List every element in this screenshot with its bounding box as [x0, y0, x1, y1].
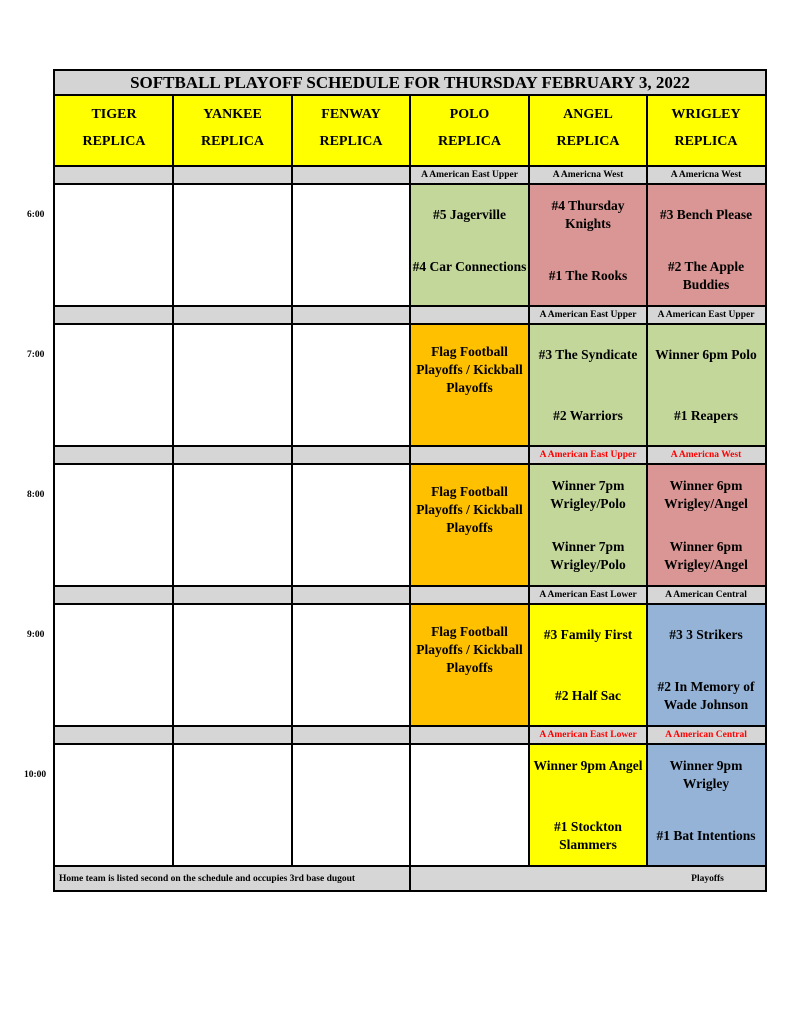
- division-label-wrigley-6: A Americna West: [647, 166, 765, 184]
- game-cell-angel-7: [529, 324, 647, 446]
- venue-name: POLO: [449, 107, 490, 122]
- time-label: 10:00: [24, 770, 47, 780]
- game-cell-wrigley-8: [647, 464, 765, 586]
- grid-line: [172, 94, 174, 866]
- other-sports-cell-polo-9: Flag Football Playoffs / Kickball Playoffs: [410, 604, 529, 726]
- venue-header-angel: [529, 95, 647, 166]
- division-label-angel-10: A American East Lower: [529, 726, 647, 744]
- home-team: #4 Car Connections: [412, 259, 527, 274]
- away-team: #3 Bench Please: [659, 207, 753, 222]
- venue-sub: REPLICA: [82, 134, 146, 149]
- division-label-angel-9: A American East Lower: [529, 586, 647, 604]
- away-team: #5 Jagerville: [432, 207, 507, 222]
- grid-line: [528, 94, 530, 866]
- empty-cell: [55, 324, 410, 446]
- game-cell-angel-6: [529, 184, 647, 306]
- division-label-wrigley-7: A American East Upper: [647, 306, 765, 324]
- empty-cell: [55, 184, 410, 306]
- division-label-angel-8: A American East Upper: [529, 446, 647, 464]
- footer-playoffs: Playoffs: [410, 866, 765, 891]
- away-team: Winner 7pm Wrigley/Polo: [550, 478, 626, 511]
- grid-line: [53, 69, 55, 892]
- division-label-wrigley-9: A American Central: [647, 586, 765, 604]
- away-team: Winner 6pm Polo: [655, 347, 757, 362]
- time-label: 6:00: [27, 210, 45, 220]
- empty-cell: [55, 604, 410, 726]
- home-team: #1 Stockton Slammers: [554, 819, 622, 852]
- game-cell-wrigley-6: [647, 184, 765, 306]
- away-team: #3 The Syndicate: [538, 347, 638, 362]
- home-team: #1 The Rooks: [548, 268, 628, 283]
- game-cell-wrigley-7: [647, 324, 765, 446]
- grid-line: [765, 69, 767, 892]
- home-team: Winner 7pm Wrigley/Polo: [550, 539, 626, 572]
- away-team: Winner 6pm Wrigley/Angel: [664, 478, 748, 511]
- division-label-angel-7: A American East Upper: [529, 306, 647, 324]
- slot-label-bar: [55, 166, 410, 184]
- division-label-angel-6: A Americna West: [529, 166, 647, 184]
- footer-note: Home team is listed second on the schedule and occupies 3rd base dugout: [55, 866, 410, 891]
- grid-line: [646, 94, 648, 866]
- away-team: #3 Family First: [543, 627, 633, 642]
- grid-line: [409, 94, 411, 892]
- grid-line: [53, 69, 767, 71]
- venue-header-tiger: [55, 95, 173, 166]
- game-cell-wrigley-9: [647, 604, 765, 726]
- time-label: 7:00: [27, 350, 45, 360]
- home-team: #2 The Apple Buddies: [667, 259, 745, 292]
- venue-sub: REPLICA: [437, 134, 501, 149]
- venue-sub: REPLICA: [556, 134, 620, 149]
- home-team: #1 Reapers: [673, 408, 739, 423]
- venue-header-yankee: [173, 95, 292, 166]
- game-cell-angel-8: [529, 464, 647, 586]
- division-label-polo-6: A American East Upper: [410, 166, 529, 184]
- game-cell-polo-6: [410, 184, 529, 306]
- venue-sub: REPLICA: [200, 134, 264, 149]
- home-team: #1 Bat Intentions: [656, 828, 756, 843]
- away-team: Winner 9pm Wrigley: [669, 758, 743, 791]
- venue-header-fenway: [292, 95, 410, 166]
- venue-name: WRIGLEY: [671, 107, 741, 122]
- time-label: 8:00: [27, 490, 45, 500]
- venue-name: ANGEL: [563, 107, 613, 122]
- home-team: #2 Warriors: [553, 408, 623, 423]
- grid-line: [291, 94, 293, 866]
- other-sports-cell-polo-7: Flag Football Playoffs / Kickball Playoffs: [410, 324, 529, 446]
- venue-name: YANKEE: [203, 107, 262, 122]
- away-team: #4 Thursday Knights: [551, 198, 625, 231]
- venue-name: TIGER: [91, 107, 137, 122]
- home-team: Winner 6pm Wrigley/Angel: [664, 539, 748, 572]
- time-label: 9:00: [27, 630, 45, 640]
- venue-header-polo: [410, 95, 529, 166]
- venue-name: FENWAY: [321, 107, 381, 122]
- home-team: #2 Half Sac: [555, 688, 621, 703]
- home-team: #2 In Memory of Wade Johnson: [657, 679, 755, 712]
- division-label-wrigley-10: A American Central: [647, 726, 765, 744]
- other-sports-cell-polo-8: Flag Football Playoffs / Kickball Playoffs: [410, 464, 529, 586]
- venue-sub: REPLICA: [674, 134, 738, 149]
- division-label-wrigley-8: A Americna West: [647, 446, 765, 464]
- game-cell-angel-10: [529, 744, 647, 866]
- away-team: #3 3 Strikers: [669, 627, 743, 642]
- venue-header-wrigley: [647, 95, 765, 166]
- game-cell-wrigley-10: [647, 744, 765, 866]
- game-cell-angel-9: [529, 604, 647, 726]
- empty-cell: [55, 464, 410, 586]
- schedule-title: SOFTBALL PLAYOFF SCHEDULE FOR THURSDAY FEBRUARY 3, 2022: [55, 70, 765, 95]
- venue-sub: REPLICA: [319, 134, 383, 149]
- away-team: Winner 9pm Angel: [533, 758, 643, 773]
